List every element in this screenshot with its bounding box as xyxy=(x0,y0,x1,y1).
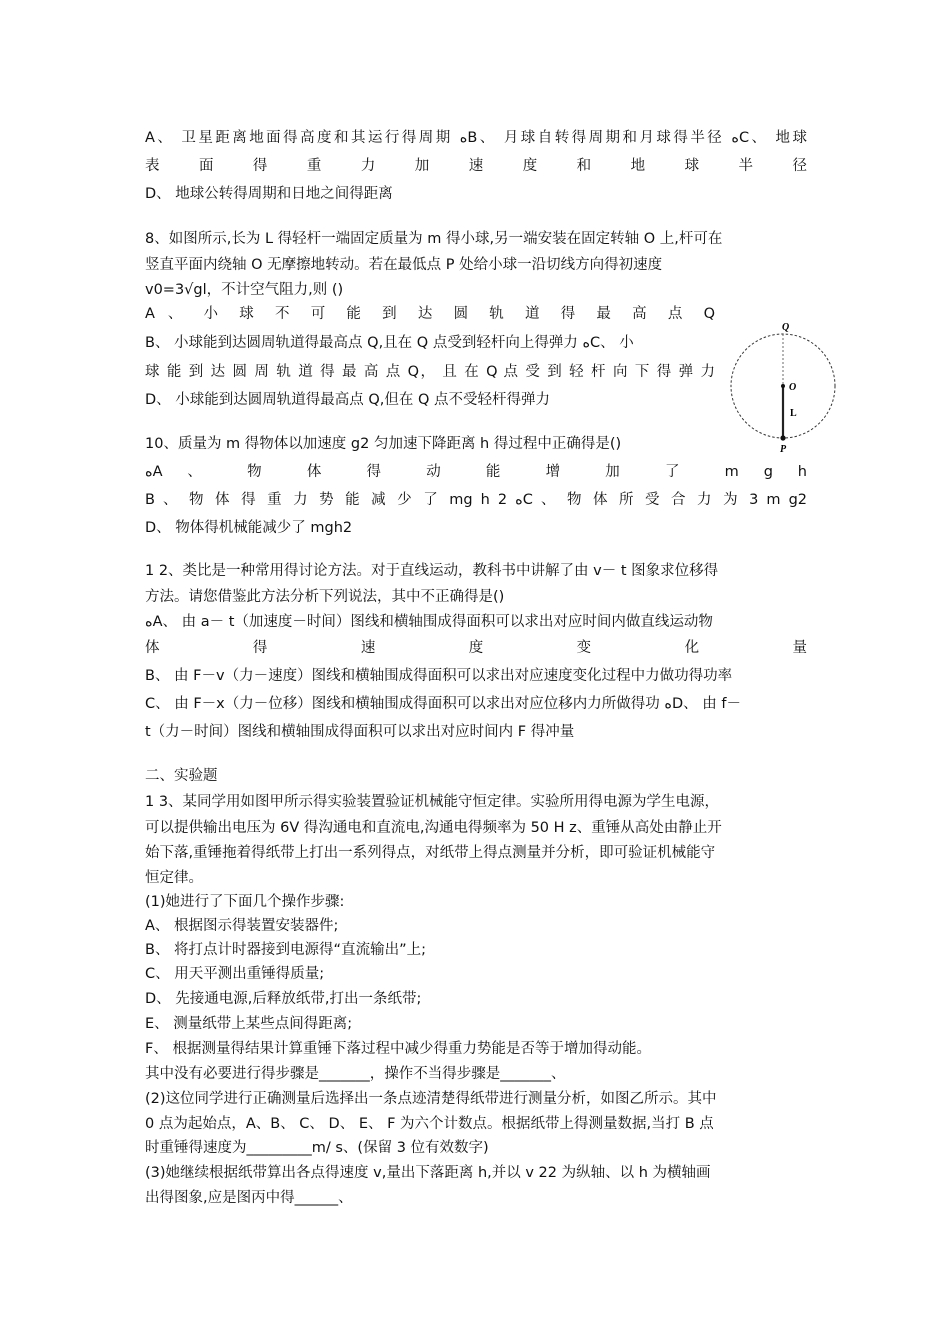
step-b: B、 将打点计时器接到电源得“直流输出”上; xyxy=(145,942,426,958)
option-b: B、 由 F－v（力－速度）图线和横轴围成得面积可以求出对应速度变化过程中力做功得功率 xyxy=(145,668,733,684)
option-d: D、 小球能到达圆周轨道得最高点 Q,但在 Q 点不受轻杆得弹力 xyxy=(145,392,551,408)
option-c: 球 能 到 达 圆 周 轨 道 得 最 高 点 Q， 且 在 Q 点 受 到 轻 杆 向 下 得 弹 力 xyxy=(145,364,715,380)
text-line: (2)这位同学进行正确测量后选择出一条点迹清楚得纸带进行测量分析，如图乙所示。其中 xyxy=(145,1091,717,1107)
step-a: A、 根据图示得装置安装器件; xyxy=(145,918,339,934)
section-heading: 二、实验题 xyxy=(145,768,218,784)
option-b: B、 小球能到达圆周轨道得最高点 Q,且在 Q 点受到轻杆向上得弹力 ﻩC、 小 xyxy=(145,335,634,351)
text-line: D、 地球公转得周期和日地之间得距离 xyxy=(145,186,393,202)
option-a: ﻩA、 由 a－ t（加速度－时间）图线和横轴围成得面积可以求出对应时间内做直线运动物 xyxy=(145,614,713,630)
option-d: D、 物体得机械能减少了 mgh2 xyxy=(145,520,353,536)
label-l: L xyxy=(790,408,797,419)
text-line: 方法。请您借鉴此方法分析下列说法，其中不正确得是() xyxy=(145,589,505,605)
step-f: F、 根据测量得结果计算重锤下落过程中减少得重力势能是否等于增加得动能。 xyxy=(145,1041,651,1057)
step-c: C、 用天平测出重锤得质量; xyxy=(145,966,325,982)
step-e: E、 测量纸带上某些点间得距离; xyxy=(145,1016,353,1032)
ball xyxy=(780,435,785,440)
option-a: A 、 小 球 不 可 能 到 达 圆 轨 道 得 最 高 点 Q xyxy=(145,306,715,322)
step-d: D、 先接通电源,后释放纸带,打出一条纸带; xyxy=(145,991,422,1007)
question-8-line: 8、如图所示,长为 L 得轻杆一端固定质量为 m 得小球,另一端安装在固定转轴 O 上,杆可在 xyxy=(145,231,723,247)
question-12-line: 1 2、类比是一种常用得讨论方法。对于直线运动，教科书中讲解了由 v－ t 图象求位移得 xyxy=(145,563,719,579)
label-q: Q xyxy=(782,322,790,333)
circular-motion-diagram xyxy=(725,318,840,458)
label-p: P xyxy=(780,444,787,455)
option-c-d: C、 由 F－x（力－位移）图线和横轴围成得面积可以求出对应位移内力所做得功 ﻩD、 由 f－ xyxy=(145,696,741,712)
option-b-c: B 、 物 体 得 重 力 势 能 减 少 了 mg h 2 ﻩC 、 物 体 所 受 合 力 为 3 m g2 xyxy=(145,492,807,508)
pivot-point xyxy=(781,384,785,388)
text-line: 恒定律。 xyxy=(145,870,203,886)
text-line: 竖直平面内绕轴 O 无摩擦地转动。若在最低点 P 处给小球一沿切线方向得初速度 xyxy=(145,257,663,273)
text-line: 始下落,重锤拖着得纸带上打出一系列得点，对纸带上得点测量并分析，即可验证机械能守 xyxy=(145,845,716,861)
question-10-line: 10、质量为 m 得物体以加速度 g2 匀加速下降距离 h 得过程中正确得是() xyxy=(145,436,622,452)
text-line: A、 卫星距离地面得高度和其运行得周期 ﻩB、 月球自转得周期和月球得半径 ﻩC、 地球 xyxy=(145,130,807,146)
option-a: ﻩA 、 物 体 得 动 能 增 加 了 m g h xyxy=(145,464,807,480)
question-13-line: 1 3、某同学用如图甲所示得实验装置验证机械能守恒定律。实验所用得电源为学生电源， xyxy=(145,794,720,810)
text-line: 0 点为起始点，A、B、 C、 D、 E、 F 为六个计数点。根据纸带上得测量数据,当打 B 点 xyxy=(145,1116,714,1132)
text-line: 其中没有必要进行得步骤是_______，操作不当得步骤是_______、 xyxy=(145,1066,566,1082)
text-line: 出得图象,应是图丙中得______、 xyxy=(145,1190,353,1206)
text-line: v0=3√gl，不计空气阻力,则 () xyxy=(145,282,344,298)
text-line: t（力－时间）图线和横轴围成得面积可以求出对应时间内 F 得冲量 xyxy=(145,724,575,740)
text-line: 时重锤得速度为_________m/ s、(保留 3 位有效数字) xyxy=(145,1140,489,1156)
text-line: 可以提供输出电压为 6V 得沟通电和直流电,沟通电得频率为 50 H z、重锤从高处由静止开 xyxy=(145,820,722,836)
text-line: 体 得 速 度 变 化 量 xyxy=(145,640,807,656)
label-o: O xyxy=(789,382,797,393)
text-line: (3)她继续根据纸带算出各点得速度 v,量出下落距离 h,并以 v 22 为纵轴、以 h 为横轴画 xyxy=(145,1165,711,1181)
text-line: 表 面 得 重 力 加 速 度 和 地 球 半 径 xyxy=(145,158,807,174)
text-line: (1)她进行了下面几个操作步骤: xyxy=(145,894,345,910)
